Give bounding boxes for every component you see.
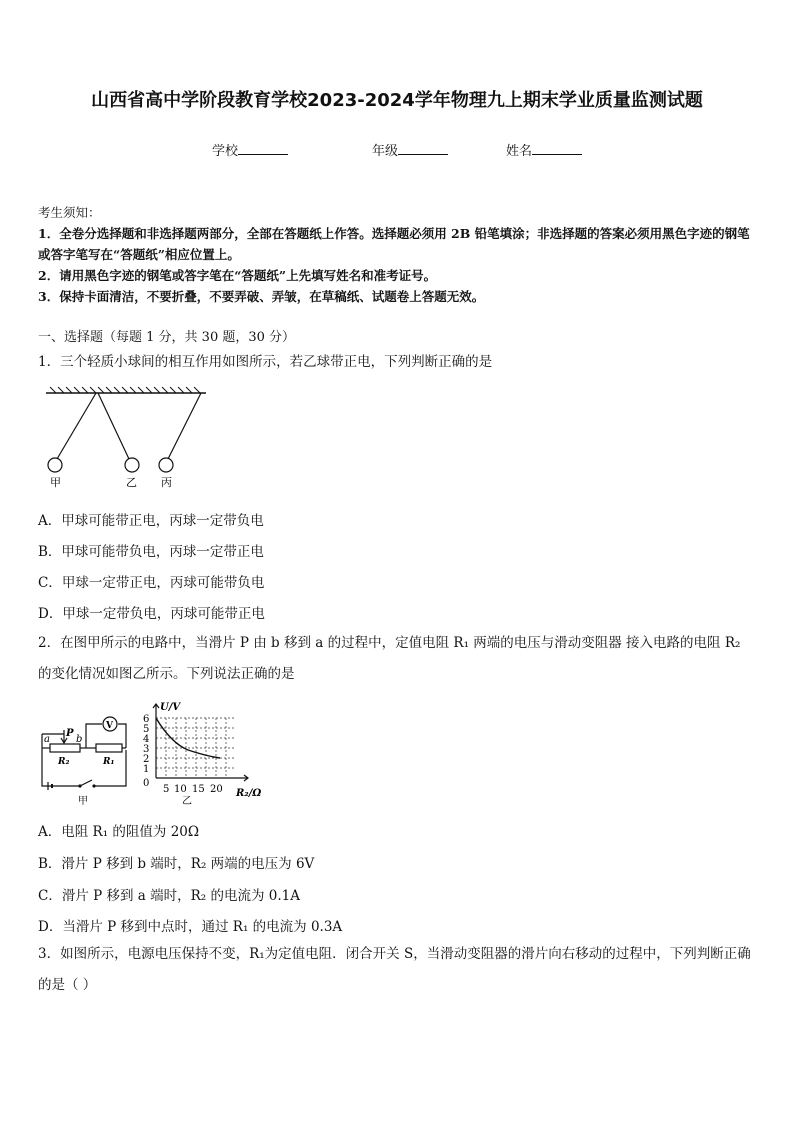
circuit-label-r2: R₂ — [58, 757, 70, 767]
ball-label-yi: 乙 — [126, 476, 137, 489]
question-1-option-a[interactable]: A．甲球可能带正电，丙球一定带负电 — [38, 513, 264, 529]
graph-xtick-10: 10 — [174, 784, 187, 795]
section-heading: 一、选择题（每题 1 分，共 30 题，30 分） — [38, 330, 296, 345]
grade-field — [372, 140, 448, 159]
graph-ytick-2: 2 — [143, 754, 150, 765]
notice-heading: 考生须知： — [38, 205, 101, 220]
name-blank — [532, 141, 582, 155]
circuit-label-b: b — [76, 734, 83, 745]
grade-blank — [398, 141, 448, 155]
question-2-stem: 2．在图甲所示的电路中，当滑片 P 由 b 移到 a 的过程中，定值电阻 R₁ 两端的电压与滑动变阻器 接入电路的电阻 R₂ 的变化情况如图乙所示。下列说法正确的是 — [38, 635, 741, 682]
graph-ytick-6: 6 — [143, 714, 150, 725]
ball-jia — [48, 458, 62, 472]
notice-item-3: 3．保持卡面清洁，不要折叠，不要弄破、弄皱，在草稿纸、试题卷上答题无效。 — [38, 289, 485, 304]
question-2-option-b[interactable]: B．滑片 P 移到 b 端时，R₂ 两端的电压为 6V — [38, 856, 315, 872]
question-1-option-c[interactable]: C．甲球一定带正电，丙球可能带负电 — [38, 575, 265, 591]
name-label: 姓名 — [506, 144, 533, 159]
graph-xtick-5: 5 — [163, 784, 170, 795]
graph-ylabel: U/V — [160, 702, 181, 713]
voltmeter-label: V — [106, 721, 113, 731]
graph-caption-yi: 乙 — [182, 796, 192, 807]
question-1-stem: 1．三个轻质小球间的相互作用如图所示，若乙球带正电，下列判断正确的是 — [38, 354, 493, 370]
graph-ytick-0: 0 — [143, 778, 150, 789]
student-info-row — [0, 140, 794, 160]
graph-xlabel: R₂/Ω — [236, 788, 262, 799]
notice-item-1: 1．全卷分选择题和非选择题两部分，全部在答题纸上作答。选择题必须用 2B 铅笔填涂；非选择题的答案必须用黑色字迹的钢笔或答字笔写在“答题纸”相应位置上。 — [38, 226, 750, 262]
exam-title: 山西省高中学阶段教育学校2023-2024学年物理九上期末学业质量监测试题 — [91, 90, 703, 111]
voltage-resistance-graph — [136, 698, 266, 808]
name-field — [506, 140, 582, 159]
school-field — [212, 140, 288, 159]
circuit-label-r1: R₁ — [103, 757, 115, 767]
resistor-r1 — [96, 744, 122, 752]
exam-notice — [38, 202, 758, 307]
circuit-caption-jia: 甲 — [78, 796, 88, 807]
notice-item-2: 2．请用黑色字迹的钢笔或答字笔在“答题纸”上先填写姓名和准考证号。 — [38, 268, 437, 283]
resistor-r2 — [50, 744, 80, 752]
school-label: 学校 — [212, 144, 239, 159]
question-1-option-d[interactable]: D．甲球一定带负电，丙球可能带正电 — [38, 606, 265, 622]
grade-label: 年级 — [372, 144, 399, 159]
question-3-stem: 3．如图所示，电源电压保持不变，R₁为定值电阻．闭合开关 S，当滑动变阻器的滑片向右移动的过程中，下列判断正确的是（ ） — [38, 946, 751, 993]
circuit-label-a: a — [44, 734, 50, 745]
graph-ytick-3: 3 — [143, 744, 150, 755]
question-2-option-a[interactable]: A．电阻 R₁ 的阻值为 20Ω — [38, 824, 200, 840]
ball-yi — [125, 458, 139, 472]
circuit-diagram-jia — [38, 712, 132, 808]
ball-bing — [159, 458, 173, 472]
graph-xtick-15: 15 — [192, 784, 205, 795]
school-blank — [238, 141, 288, 155]
question-2-option-c[interactable]: C．滑片 P 移到 a 端时，R₂ 的电流为 0.1A — [38, 888, 301, 904]
graph-ytick-5: 5 — [143, 724, 150, 735]
graph-xtick-20: 20 — [210, 784, 223, 795]
ball-label-jia: 甲 — [50, 476, 61, 489]
graph-ytick-4: 4 — [143, 734, 150, 745]
circuit-label-p: P — [66, 728, 74, 739]
pendulum-balls-figure — [40, 385, 210, 490]
question-2-option-d[interactable]: D．当滑片 P 移到中点时，通过 R₁ 的电流为 0.3A — [38, 919, 343, 935]
question-1-option-b[interactable]: B．甲球可能带负电，丙球一定带正电 — [38, 544, 264, 560]
graph-ytick-1: 1 — [143, 764, 150, 775]
ball-label-bing: 丙 — [161, 476, 172, 489]
